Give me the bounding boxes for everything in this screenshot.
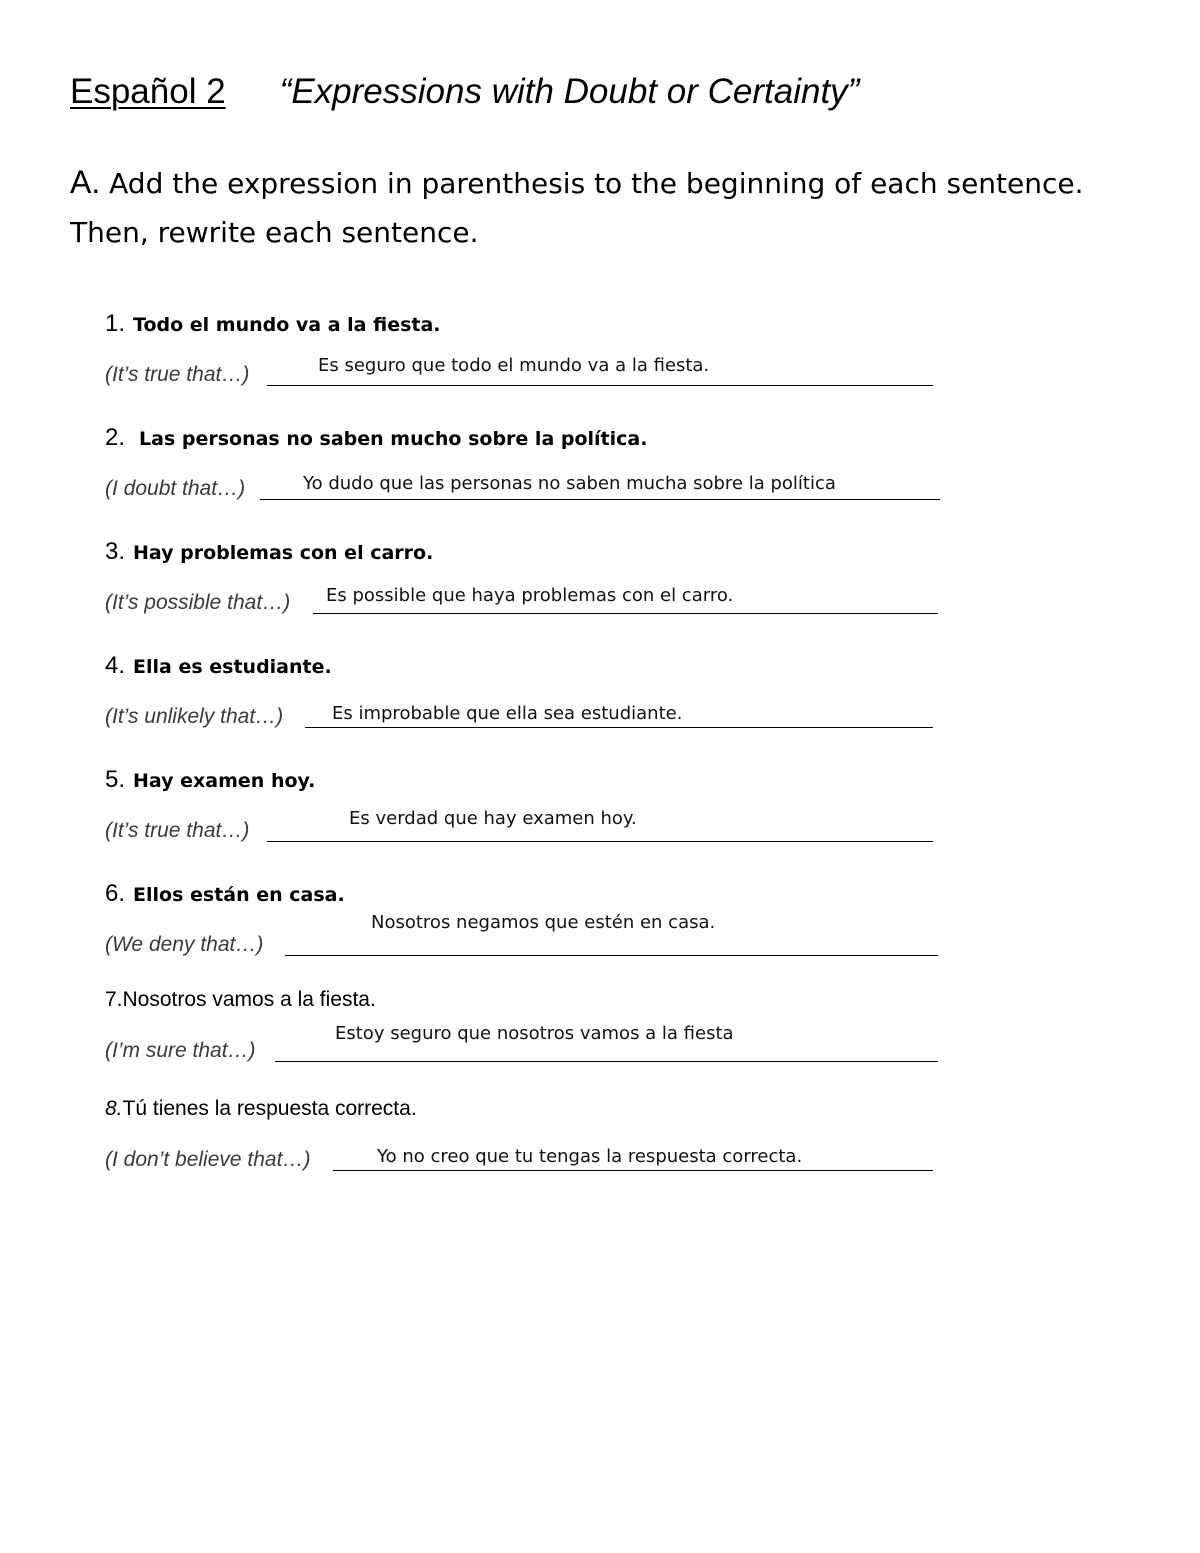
- item-answer: Yo no creo que tu tengas la respuesta correcta.: [377, 1146, 803, 1167]
- item-number: 8.: [105, 1097, 123, 1120]
- item-answer: Estoy seguro que nosotros vamos a la fiesta: [335, 1023, 734, 1044]
- item-prompt: [105, 1095, 417, 1123]
- exercise-item-2: [105, 424, 945, 514]
- item-number: 4.: [105, 652, 126, 679]
- item-sentence: Ellos están en casa.: [133, 884, 345, 906]
- item-cue: (It’s possible that…): [105, 591, 291, 614]
- item-answer: Es improbable que ella sea estudiante.: [332, 703, 683, 724]
- item-answer: Es seguro que todo el mundo va a la fiesta.: [318, 355, 710, 376]
- item-cue: (I’m sure that…): [105, 1039, 256, 1062]
- item-number: 2.: [105, 424, 126, 451]
- answer-line[interactable]: [305, 727, 933, 728]
- item-answer: Yo dudo que las personas no saben mucha sobre la política: [303, 473, 836, 494]
- item-cue: (It’s true that…): [105, 363, 250, 386]
- item-cue: (We deny that…): [105, 933, 264, 956]
- answer-line[interactable]: [275, 1061, 938, 1062]
- exercise-item-4: [105, 652, 945, 742]
- item-number: 3.: [105, 538, 126, 565]
- item-number: 6.: [105, 880, 126, 907]
- course-title: Español 2: [70, 72, 226, 111]
- item-sentence: Hay problemas con el carro.: [133, 542, 434, 564]
- item-cue: (It’s true that…): [105, 819, 250, 842]
- item-cue: (I don’t believe that…): [105, 1148, 311, 1171]
- item-number: 5.: [105, 766, 126, 793]
- item-answer: Nosotros negamos que estén en casa.: [371, 912, 716, 933]
- item-prompt: [105, 652, 332, 681]
- answer-line[interactable]: [313, 613, 938, 614]
- exercise-item-6: [105, 880, 945, 970]
- exercise-item-3: [105, 538, 945, 628]
- item-prompt: [105, 986, 376, 1014]
- item-sentence: Tú tienes la respuesta correcta.: [122, 1097, 417, 1120]
- answer-line[interactable]: [267, 841, 933, 842]
- item-prompt: [105, 538, 433, 567]
- exercise-item-7: [105, 986, 945, 1076]
- item-answer: Es possible que haya problemas con el carro.: [326, 585, 734, 606]
- answer-line[interactable]: [260, 499, 940, 500]
- item-prompt: [105, 424, 647, 453]
- answer-line[interactable]: [333, 1170, 933, 1171]
- item-sentence: Nosotros vamos a la fiesta.: [122, 988, 376, 1011]
- answer-line[interactable]: [285, 955, 938, 956]
- item-number: 1.: [105, 310, 126, 337]
- section-letter: A.: [70, 164, 101, 200]
- item-sentence: Todo el mundo va a la fiesta.: [133, 314, 441, 336]
- item-cue: (It’s unlikely that…): [105, 705, 284, 728]
- exercise-item-8: [105, 1095, 945, 1185]
- item-prompt: [105, 880, 345, 909]
- exercise-item-5: [105, 766, 945, 856]
- item-sentence: Hay examen hoy.: [133, 770, 316, 792]
- item-prompt: [105, 766, 315, 795]
- answer-line[interactable]: [267, 385, 933, 386]
- worksheet-topic: “Expressions with Doubt or Certainty”: [279, 72, 860, 111]
- item-cue: (I doubt that…): [105, 477, 246, 500]
- item-answer: Es verdad que hay examen hoy.: [349, 808, 637, 829]
- item-sentence: Las personas no saben mucho sobre la política.: [139, 428, 648, 450]
- exercise-item-1: [105, 310, 945, 400]
- item-sentence: Ella es estudiante.: [133, 656, 332, 678]
- item-number: 7.: [105, 988, 123, 1011]
- instructions-text: Add the expression in parenthesis to the beginning of each sentence. Then, rewrite each sentence.: [70, 167, 1084, 249]
- worksheet-header: [70, 70, 859, 114]
- item-prompt: [105, 310, 441, 339]
- section-instructions: [70, 158, 1150, 257]
